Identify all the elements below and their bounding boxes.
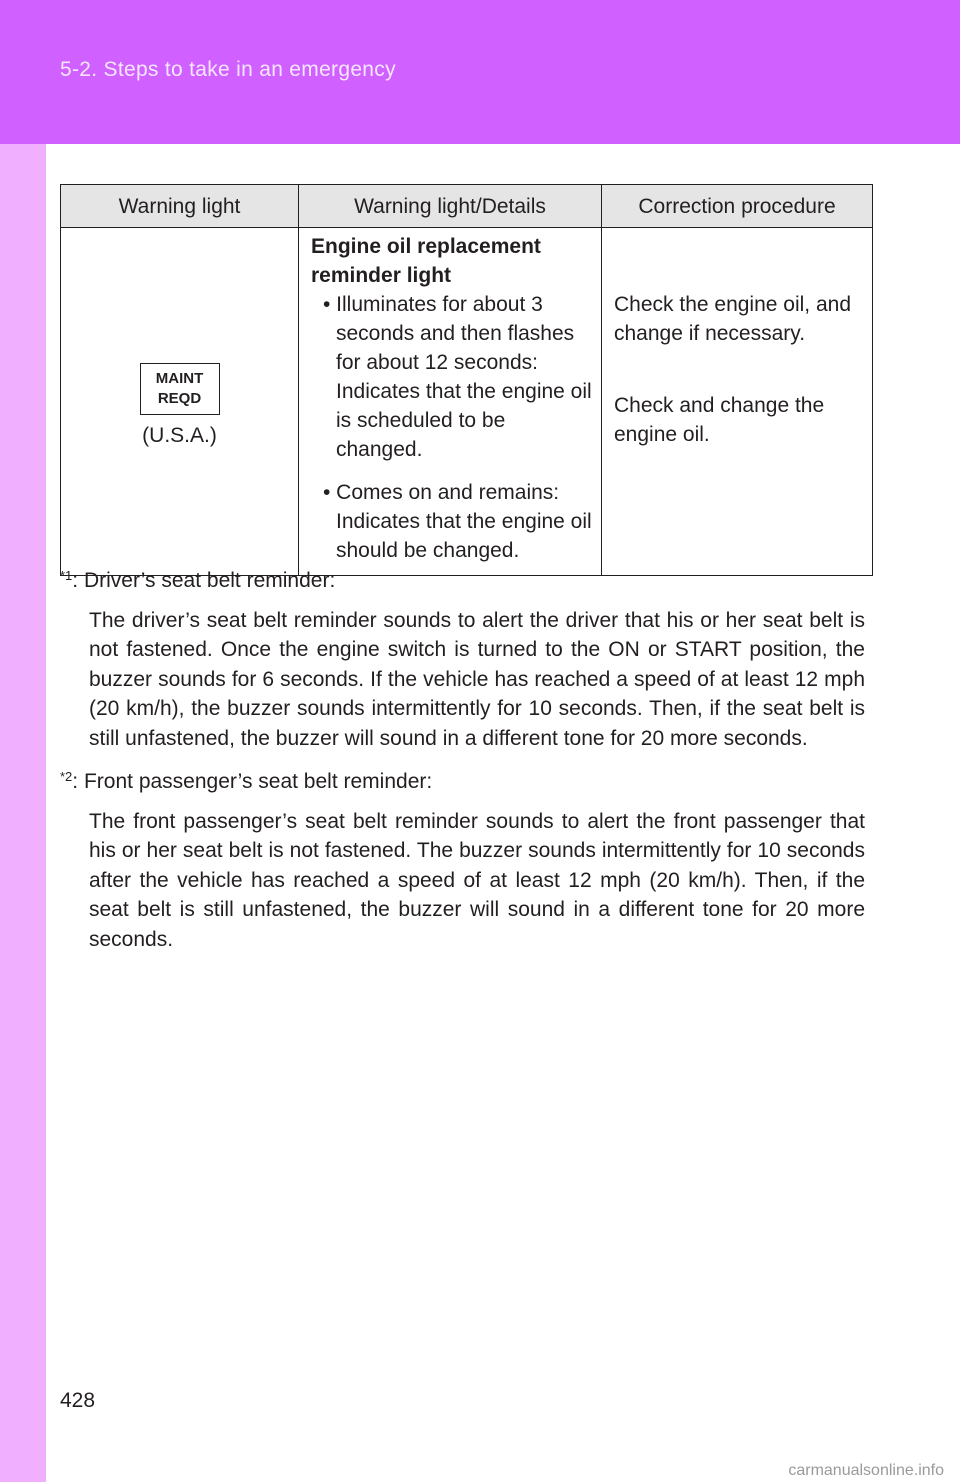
footnote-title: : Driver’s seat belt reminder: [72, 569, 336, 592]
icon-line-1: MAINT [155, 370, 204, 387]
correction-text: Check the engine oil, and change if necessary. [614, 293, 851, 345]
correction-text: Check and change the engine oil. [614, 394, 825, 446]
section-title: 5-2. Steps to take in an emergency [60, 58, 396, 81]
column-header-correction: Correction procedure [602, 185, 873, 228]
side-strip [0, 144, 46, 1482]
footnote-heading [60, 566, 865, 596]
watermark: carmanualsonline.info [788, 1462, 944, 1479]
icon-line-2: REQD [157, 390, 202, 407]
correction-cell [602, 228, 873, 576]
footnote [60, 566, 865, 753]
footnote-title: : Front passenger’s seat belt reminder: [72, 770, 433, 793]
warning-light-table [60, 184, 873, 576]
warning-light-cell [61, 228, 299, 576]
details-cell [299, 228, 602, 576]
footnote-body: The front passenger’s seat belt reminder sounds to alert the front passenger that his or her seat belt is not fastened. The buzzer sounds intermittently for 10 seconds after the vehicle has reached a speed of at least 12 mph (20 km/h). Then, if the seat belt is still unfastened, the buzzer will sound in a different tone for 20 more seconds. [89, 809, 865, 951]
region-label: (U.S.A.) [142, 424, 217, 447]
footnote-marker: *1 [60, 568, 73, 583]
footnote-body: The driver’s seat belt reminder sounds to alert the driver that his or her seat belt is not fastened. Once the engine switch is turned to the ON or START position, the buzzer sounds for 6 seconds. If the vehicle has reached a speed of at least 12 mph (20 km/h), the buzzer sounds intermittently for 10 seconds. Then, if the seat belt is still unfastened, the buzzer will sound in a different tone for 20 more seconds. [89, 608, 865, 750]
footnote-heading [60, 767, 865, 797]
column-header-warning-light: Warning light [61, 185, 299, 228]
details-heading: Engine oil replacement reminder light [311, 235, 541, 287]
column-header-details: Warning light/Details [299, 185, 602, 228]
details-bullet: • Comes on and remains: Indicates that the engine oil should be changed. [323, 481, 592, 562]
footnote [60, 767, 865, 954]
maint-reqd-icon [140, 363, 220, 415]
page-number: 428 [60, 1389, 96, 1412]
details-bullet: • Illuminates for about 3 seconds and then flashes for about 12 seconds: Indicates that the engine oil is scheduled to be changed. [323, 293, 592, 461]
footnotes [60, 566, 865, 968]
footnote-marker: *2 [60, 769, 73, 784]
table-row [61, 228, 873, 576]
table-header-row [61, 185, 873, 228]
